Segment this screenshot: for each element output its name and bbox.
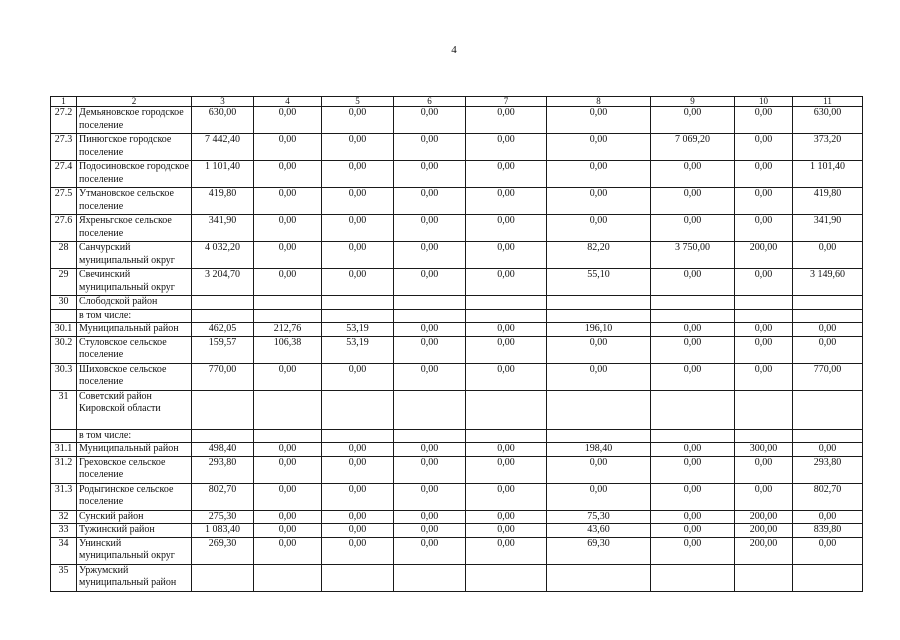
value-cell (651, 564, 735, 591)
value-cell (466, 390, 547, 429)
value-cell: 75,30 (547, 510, 651, 524)
value-cell: 0,00 (466, 443, 547, 457)
value-cell: 0,00 (394, 363, 466, 390)
row-number-cell: 30.2 (51, 336, 77, 363)
value-cell: 0,00 (466, 336, 547, 363)
value-cell (466, 429, 547, 443)
value-cell: 0,00 (466, 456, 547, 483)
value-cell: 0,00 (651, 188, 735, 215)
value-cell: 0,00 (254, 269, 322, 296)
value-cell: 200,00 (735, 524, 793, 538)
table-row (51, 134, 863, 161)
column-number-cell: 1 (51, 97, 77, 107)
value-cell: 839,80 (793, 524, 863, 538)
row-number-cell (51, 309, 77, 323)
value-cell: 0,00 (466, 537, 547, 564)
value-cell: 0,00 (394, 269, 466, 296)
value-cell: 7 069,20 (651, 134, 735, 161)
value-cell: 300,00 (735, 443, 793, 457)
table-row (51, 107, 863, 134)
value-cell: 3 204,70 (192, 269, 254, 296)
value-cell (793, 296, 863, 310)
municipality-name-cell: Пинюгское городское поселение (77, 134, 192, 161)
value-cell (192, 390, 254, 429)
value-cell: 341,90 (793, 215, 863, 242)
value-cell: 0,00 (394, 107, 466, 134)
value-cell (322, 390, 394, 429)
row-number-cell: 28 (51, 242, 77, 269)
value-cell: 200,00 (735, 510, 793, 524)
value-cell: 0,00 (547, 215, 651, 242)
value-cell: 341,90 (192, 215, 254, 242)
value-cell: 0,00 (466, 483, 547, 510)
value-cell (651, 390, 735, 429)
row-number-cell: 30.3 (51, 363, 77, 390)
value-cell: 200,00 (735, 537, 793, 564)
value-cell: 0,00 (394, 336, 466, 363)
budget-table (50, 96, 863, 592)
value-cell: 0,00 (466, 188, 547, 215)
municipality-name-cell: Слободской район (77, 296, 192, 310)
value-cell: 0,00 (466, 161, 547, 188)
value-cell: 269,30 (192, 537, 254, 564)
value-cell (254, 390, 322, 429)
value-cell (254, 564, 322, 591)
value-cell: 0,00 (394, 443, 466, 457)
value-cell: 0,00 (735, 107, 793, 134)
value-cell: 0,00 (651, 336, 735, 363)
value-cell (735, 296, 793, 310)
value-cell: 0,00 (466, 524, 547, 538)
value-cell (466, 296, 547, 310)
value-cell: 0,00 (651, 510, 735, 524)
value-cell: 0,00 (254, 510, 322, 524)
municipality-name-cell: Муниципальный район (77, 443, 192, 457)
row-number-cell: 30 (51, 296, 77, 310)
value-cell: 0,00 (651, 107, 735, 134)
value-cell (651, 296, 735, 310)
value-cell: 200,00 (735, 242, 793, 269)
value-cell: 462,05 (192, 323, 254, 337)
value-cell: 1 101,40 (793, 161, 863, 188)
value-cell: 0,00 (547, 456, 651, 483)
value-cell (793, 564, 863, 591)
table-row (51, 456, 863, 483)
value-cell (394, 564, 466, 591)
table-row (51, 510, 863, 524)
value-cell: 0,00 (735, 269, 793, 296)
value-cell: 630,00 (793, 107, 863, 134)
value-cell (651, 309, 735, 323)
value-cell: 0,00 (735, 456, 793, 483)
value-cell: 3 750,00 (651, 242, 735, 269)
value-cell (793, 309, 863, 323)
value-cell: 0,00 (735, 483, 793, 510)
municipality-name-cell: Подосиновское городское поселение (77, 161, 192, 188)
value-cell: 275,30 (192, 510, 254, 524)
value-cell (254, 309, 322, 323)
table-row (51, 537, 863, 564)
value-cell: 0,00 (394, 188, 466, 215)
value-cell: 69,30 (547, 537, 651, 564)
value-cell: 0,00 (322, 134, 394, 161)
value-cell: 0,00 (394, 510, 466, 524)
value-cell: 1 083,40 (192, 524, 254, 538)
value-cell: 0,00 (254, 443, 322, 457)
value-cell: 419,80 (793, 188, 863, 215)
value-cell (254, 296, 322, 310)
value-cell (735, 309, 793, 323)
value-cell (394, 390, 466, 429)
value-cell: 3 149,60 (793, 269, 863, 296)
table-row (51, 161, 863, 188)
value-cell: 0,00 (254, 188, 322, 215)
value-cell: 43,60 (547, 524, 651, 538)
value-cell: 0,00 (466, 269, 547, 296)
value-cell (793, 390, 863, 429)
municipality-name-cell: Греховское сельское поселение (77, 456, 192, 483)
row-number-cell: 33 (51, 524, 77, 538)
value-cell: 0,00 (651, 456, 735, 483)
table-row (51, 215, 863, 242)
value-cell: 0,00 (466, 363, 547, 390)
value-cell: 0,00 (466, 215, 547, 242)
value-cell (547, 564, 651, 591)
municipality-name-cell: Демьяновское городское поселение (77, 107, 192, 134)
value-cell: 7 442,40 (192, 134, 254, 161)
value-cell: 0,00 (394, 524, 466, 538)
row-number-cell: 32 (51, 510, 77, 524)
value-cell: 0,00 (322, 510, 394, 524)
value-cell: 0,00 (547, 107, 651, 134)
table-row (51, 564, 863, 591)
value-cell: 0,00 (651, 483, 735, 510)
value-cell (735, 390, 793, 429)
value-cell: 0,00 (322, 107, 394, 134)
value-cell (322, 309, 394, 323)
value-cell: 293,80 (192, 456, 254, 483)
value-cell: 0,00 (547, 134, 651, 161)
value-cell: 0,00 (254, 524, 322, 538)
value-cell: 0,00 (466, 134, 547, 161)
value-cell: 0,00 (254, 483, 322, 510)
table-row (51, 524, 863, 538)
value-cell: 82,20 (547, 242, 651, 269)
value-cell (322, 564, 394, 591)
municipality-name-cell: Свечинский муниципальный округ (77, 269, 192, 296)
municipality-name-cell: Муниципальный район (77, 323, 192, 337)
value-cell: 0,00 (254, 134, 322, 161)
row-number-cell: 31.1 (51, 443, 77, 457)
table-row (51, 429, 863, 443)
row-number-cell (51, 429, 77, 443)
value-cell: 0,00 (254, 363, 322, 390)
value-cell: 0,00 (254, 456, 322, 483)
value-cell: 0,00 (793, 323, 863, 337)
row-number-cell: 27.2 (51, 107, 77, 134)
value-cell: 0,00 (735, 336, 793, 363)
value-cell: 0,00 (793, 537, 863, 564)
value-cell: 0,00 (651, 269, 735, 296)
value-cell: 0,00 (466, 107, 547, 134)
value-cell: 0,00 (322, 215, 394, 242)
municipality-name-cell: Сунский район (77, 510, 192, 524)
value-cell: 198,40 (547, 443, 651, 457)
value-cell: 0,00 (394, 456, 466, 483)
value-cell: 0,00 (254, 215, 322, 242)
value-cell: 802,70 (793, 483, 863, 510)
value-cell: 0,00 (651, 215, 735, 242)
table-row (51, 309, 863, 323)
municipality-name-cell: Стуловское сельское поселение (77, 336, 192, 363)
table-row (51, 269, 863, 296)
table-row (51, 242, 863, 269)
value-cell: 0,00 (793, 510, 863, 524)
value-cell (394, 296, 466, 310)
value-cell: 106,38 (254, 336, 322, 363)
value-cell (547, 390, 651, 429)
value-cell (394, 309, 466, 323)
value-cell: 0,00 (394, 134, 466, 161)
value-cell (254, 429, 322, 443)
municipality-name-cell: Санчурский муниципальный округ (77, 242, 192, 269)
value-cell: 0,00 (322, 161, 394, 188)
column-number-cell: 3 (192, 97, 254, 107)
value-cell: 0,00 (322, 483, 394, 510)
row-number-cell: 27.4 (51, 161, 77, 188)
value-cell: 0,00 (322, 363, 394, 390)
column-number-cell: 2 (77, 97, 192, 107)
value-cell: 0,00 (793, 242, 863, 269)
value-cell (793, 429, 863, 443)
value-cell: 0,00 (651, 161, 735, 188)
value-cell (466, 309, 547, 323)
row-number-cell: 29 (51, 269, 77, 296)
value-cell: 0,00 (466, 510, 547, 524)
value-cell: 0,00 (254, 242, 322, 269)
value-cell: 0,00 (394, 215, 466, 242)
value-cell: 55,10 (547, 269, 651, 296)
value-cell: 0,00 (394, 161, 466, 188)
column-number-cell: 9 (651, 97, 735, 107)
value-cell: 419,80 (192, 188, 254, 215)
municipality-name-cell: Шиховское сельское поселение (77, 363, 192, 390)
value-cell: 630,00 (192, 107, 254, 134)
value-cell: 498,40 (192, 443, 254, 457)
municipality-name-cell: Унинский муниципальный округ (77, 537, 192, 564)
value-cell (547, 309, 651, 323)
table-row (51, 483, 863, 510)
value-cell: 212,76 (254, 323, 322, 337)
value-cell: 0,00 (322, 537, 394, 564)
value-cell: 770,00 (793, 363, 863, 390)
value-cell (394, 429, 466, 443)
value-cell (192, 309, 254, 323)
value-cell: 0,00 (793, 336, 863, 363)
table-row (51, 390, 863, 429)
row-number-cell: 30.1 (51, 323, 77, 337)
value-cell: 0,00 (394, 483, 466, 510)
table-row (51, 323, 863, 337)
row-number-cell: 31 (51, 390, 77, 429)
row-number-cell: 27.6 (51, 215, 77, 242)
value-cell (322, 429, 394, 443)
municipality-name-cell: Тужинский район (77, 524, 192, 538)
value-cell: 0,00 (322, 456, 394, 483)
value-cell: 0,00 (735, 161, 793, 188)
value-cell: 770,00 (192, 363, 254, 390)
value-cell: 0,00 (735, 188, 793, 215)
value-cell: 802,70 (192, 483, 254, 510)
row-number-cell: 34 (51, 537, 77, 564)
municipality-name-cell: в том числе: (77, 309, 192, 323)
value-cell: 0,00 (735, 363, 793, 390)
value-cell (322, 296, 394, 310)
value-cell: 0,00 (651, 323, 735, 337)
value-cell: 4 032,20 (192, 242, 254, 269)
value-cell: 0,00 (322, 443, 394, 457)
column-number-cell: 7 (466, 97, 547, 107)
value-cell: 0,00 (547, 483, 651, 510)
value-cell: 0,00 (322, 188, 394, 215)
value-cell: 159,57 (192, 336, 254, 363)
value-cell: 0,00 (651, 537, 735, 564)
table-row (51, 443, 863, 457)
table-row (51, 363, 863, 390)
column-number-cell: 6 (394, 97, 466, 107)
column-number-cell: 5 (322, 97, 394, 107)
value-cell: 0,00 (735, 134, 793, 161)
value-cell: 0,00 (547, 161, 651, 188)
value-cell: 1 101,40 (192, 161, 254, 188)
row-number-cell: 27.5 (51, 188, 77, 215)
row-number-cell: 27.3 (51, 134, 77, 161)
value-cell (547, 429, 651, 443)
value-cell: 293,80 (793, 456, 863, 483)
value-cell: 0,00 (322, 242, 394, 269)
value-cell (192, 564, 254, 591)
value-cell: 0,00 (651, 363, 735, 390)
value-cell (466, 564, 547, 591)
table-row (51, 188, 863, 215)
value-cell: 0,00 (735, 323, 793, 337)
value-cell: 0,00 (254, 537, 322, 564)
column-number-cell: 10 (735, 97, 793, 107)
value-cell: 0,00 (394, 537, 466, 564)
municipality-name-cell: в том числе: (77, 429, 192, 443)
value-cell: 196,10 (547, 323, 651, 337)
value-cell (651, 429, 735, 443)
value-cell (735, 429, 793, 443)
value-cell: 0,00 (394, 242, 466, 269)
column-number-cell: 8 (547, 97, 651, 107)
column-number-cell: 4 (254, 97, 322, 107)
value-cell: 0,00 (793, 443, 863, 457)
municipality-name-cell: Яхреньгское сельское поселение (77, 215, 192, 242)
value-cell: 0,00 (254, 107, 322, 134)
value-cell: 0,00 (466, 242, 547, 269)
municipality-name-cell: Родыгинское сельское поселение (77, 483, 192, 510)
row-number-cell: 31.3 (51, 483, 77, 510)
value-cell: 0,00 (394, 323, 466, 337)
value-cell: 0,00 (322, 269, 394, 296)
value-cell (192, 429, 254, 443)
value-cell (547, 296, 651, 310)
value-cell (192, 296, 254, 310)
value-cell: 0,00 (547, 363, 651, 390)
column-number-row (51, 97, 863, 107)
municipality-name-cell: Утмановское сельское поселение (77, 188, 192, 215)
value-cell: 0,00 (547, 336, 651, 363)
municipality-name-cell: Уржумский муниципальный район (77, 564, 192, 591)
value-cell: 0,00 (466, 323, 547, 337)
value-cell (735, 564, 793, 591)
value-cell: 53,19 (322, 323, 394, 337)
row-number-cell: 31.2 (51, 456, 77, 483)
value-cell: 0,00 (651, 443, 735, 457)
value-cell: 0,00 (735, 215, 793, 242)
value-cell: 0,00 (322, 524, 394, 538)
column-number-cell: 11 (793, 97, 863, 107)
value-cell: 373,20 (793, 134, 863, 161)
value-cell: 0,00 (547, 188, 651, 215)
table-row (51, 296, 863, 310)
row-number-cell: 35 (51, 564, 77, 591)
page-number: 4 (451, 44, 457, 56)
table-body (51, 97, 863, 592)
table-row (51, 336, 863, 363)
municipality-name-cell: Советский район Кировской области (77, 390, 192, 429)
value-cell: 0,00 (651, 524, 735, 538)
value-cell: 0,00 (254, 161, 322, 188)
value-cell: 53,19 (322, 336, 394, 363)
